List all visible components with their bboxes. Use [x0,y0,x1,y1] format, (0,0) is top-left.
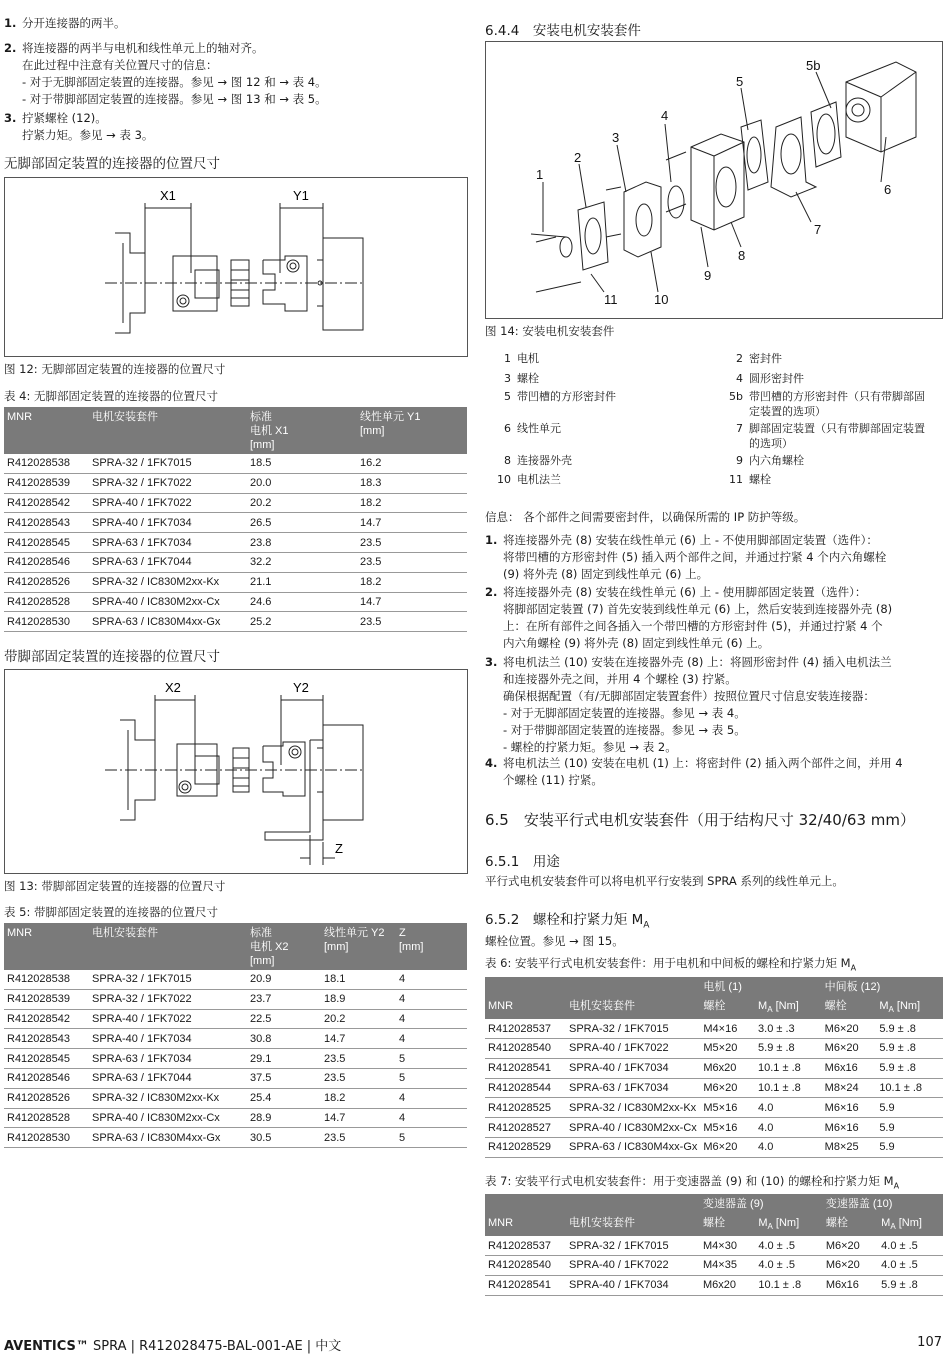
col-x2: 标准 电机 X2 [mm] [247,923,321,970]
callout-4: 4 [661,108,669,123]
table-cell: SPRA-63 / 1FK7034 [89,533,247,553]
table-cell: 30.5 [247,1128,321,1148]
install-step-2: 2. 将连接器外壳 (8) 安装在线性单元 (6) 上 - 使用脚部固定装置（选件）： 将脚部固定装置 (7) 首先安装到线性单元 (6) 上，然后安装到连接器外壳 (8) 上：在所有部件之间各插入一个带凹槽的方形密封件 (5)，并通过拧紧 4 个 内六角螺栓 (9) 将外壳 (8) 固定到线性单元 (6) 上。 [485,585,893,650]
column-header: 电机安装套件 [566,1213,700,1236]
table-row [4,592,467,612]
figure-14-caption: 图 14: 安装电机安装套件 [485,324,615,338]
table-cell: 4.0 ± .5 [755,1255,823,1275]
table-cell: 5.9 [876,1118,943,1138]
table-row [485,1118,943,1138]
table-cell: M6×16 [822,1118,877,1138]
bolt-position-ref: 螺栓位置。参见 → 图 15。 [485,934,624,948]
table-cell: 24.6 [247,592,357,612]
table-cell: R412028543 [4,513,89,533]
table-cell: SPRA-63 / 1FK7044 [89,552,247,572]
table-cell: 23.5 [357,612,467,632]
table-cell: M6×20 [700,1078,755,1098]
table-row [485,1236,943,1255]
table-cell: 23.5 [357,533,467,553]
column-header: $M_A$ [Nm] [755,1213,823,1236]
table-cell: M4×35 [700,1255,755,1275]
table-cell: R412028537 [485,1019,566,1038]
table-row [4,1128,467,1148]
table-cell: 20.0 [247,473,357,493]
table-cell: SPRA-40 / 1FK7034 [566,1058,700,1078]
table-cell: SPRA-32 / IC830M2xx-Kx [566,1098,700,1118]
figure-14 [485,41,943,319]
figure-12 [4,177,468,357]
table-cell: SPRA-32 / IC830M2xx-Kx [89,1088,247,1108]
table-cell: M5×20 [700,1038,755,1058]
table-cell: R412028542 [4,1009,89,1029]
table-cell: R412028526 [4,572,89,592]
table-cell: SPRA-63 / 1FK7034 [89,1049,247,1069]
legend-number: 4 [736,372,743,385]
figure-13-caption: 图 13: 带脚部固定装置的连接器的位置尺寸 [4,879,226,893]
legend-number: 3 [504,372,511,385]
callout-8: 8 [738,248,746,263]
group-gear-cover-10: 变速器盖 (10) [823,1194,943,1213]
table-cell: SPRA-32 / 1FK7015 [566,1019,700,1038]
table-cell: 4 [396,1029,467,1049]
table-cell: SPRA-63 / 1FK7034 [566,1078,700,1098]
table-cell: 18.2 [321,1088,396,1108]
coupling-drawing-no-foot [5,178,467,356]
table-cell: 32.2 [247,552,357,572]
callout-10: 10 [654,292,669,307]
table-5-caption: 表 5: 带脚部固定装置的连接器的位置尺寸 [4,905,219,919]
table-cell: SPRA-63 / IC830M4xx-Gx [89,1128,247,1148]
legend-text: 带凹槽的方形密封件（只有带脚部固 定装置的选项） [749,390,925,418]
table-cell: R412028528 [4,1108,89,1128]
callout-5: 5 [736,74,744,89]
section-6-4-4-heading: 6.4.4 安装电机安装套件 [485,23,641,39]
table-row [4,612,467,632]
callout-9: 9 [704,268,712,283]
table-cell: 14.7 [357,592,467,612]
table-cell: 28.9 [247,1108,321,1128]
table-cell: R412028541 [485,1058,566,1078]
table-row [485,1275,943,1295]
table-row [4,1088,467,1108]
table-cell: R412028539 [4,989,89,1009]
table-cell: SPRA-40 / 1FK7022 [89,1009,247,1029]
table-cell: 23.5 [357,552,467,572]
group-intermediate-plate: 中间板 (12) [822,977,943,996]
table-cell: 4 [396,1009,467,1029]
table-cell: 26.5 [247,513,357,533]
table-cell: SPRA-40 / 1FK7034 [566,1275,700,1295]
table-cell: 10.1 ± .8 [755,1078,822,1098]
legend-text: 电机法兰 [517,473,561,486]
table-cell: 23.5 [321,1049,396,1069]
use-text: 平行式电机安装套件可以将电机平行安装到 SPRA 系列的线性单元上。 [485,874,844,888]
table-cell: 4.0 ± .5 [878,1255,943,1275]
dimension-y2-label: Y2 [293,680,309,695]
legend-text: 螺栓 [749,473,771,486]
table-cell: SPRA-32 / 1FK7015 [566,1236,700,1255]
table-cell: M8×25 [822,1137,877,1157]
table-cell: 5.9 ± .8 [878,1275,943,1295]
legend-number: 7 [736,422,743,435]
legend-text: 线性单元 [517,422,561,435]
table-cell: SPRA-40 / IC830M2xx-Cx [566,1118,700,1138]
info-note: 信息： 各个部件之间需要密封件，以确保所需的 IP 防护等级。 [485,510,806,524]
table-cell: SPRA-40 / IC830M2xx-Cx [89,592,247,612]
table-cell: SPRA-40 / 1FK7022 [89,493,247,513]
table-cell: SPRA-40 / 1FK7022 [566,1255,700,1275]
table-row [4,493,467,513]
legend-number: 10 [497,473,511,486]
legend-text: 电机 [517,352,539,365]
table-cell: 4.0 [755,1118,822,1138]
legend-number: 8 [504,454,511,467]
step-3: 3. 拧紧螺栓 (12)。 拧紧力矩。参见 → 表 3。 [4,111,154,142]
table-row [485,1078,943,1098]
legend-number: 2 [736,352,743,365]
group-motor: 电机 (1) [700,977,821,996]
table-cell: 5 [396,1128,467,1148]
table-cell: SPRA-63 / 1FK7044 [89,1068,247,1088]
step-2: 2. 将连接器的两半与电机和线性单元上的轴对齐。 在此过程中注意有关位置尺寸的信息： - 对于无脚部固定装置的连接器。参见 → 图 12 和 → 表 4。 - 对于带脚部固定装置的连接器。参见 → 图 13 和 → 表 5。 [4,41,327,106]
table-row [485,1255,943,1275]
table-cell: 5.9 ± .8 [876,1038,943,1058]
table-cell: SPRA-32 / 1FK7022 [89,989,247,1009]
step-1: 1. 分开连接器的两半。 [4,16,126,30]
column-header: $M_A$ [Nm] [878,1213,943,1236]
table-row [485,1058,943,1078]
table-cell: R412028540 [485,1255,566,1275]
table-cell: M4×30 [700,1236,755,1255]
table-cell: M6×16 [822,1098,877,1118]
table-cell: M6x20 [700,1058,755,1078]
column-header: $M_A$ [Nm] [876,996,943,1019]
table-cell: 4.0 ± .5 [755,1236,823,1255]
column-header: 螺栓 [823,1213,878,1236]
table-row [4,473,467,493]
callout-2: 2 [574,150,582,165]
dimension-x2-label: X2 [165,680,181,695]
table-cell: 22.5 [247,1009,321,1029]
col-z: Z [mm] [396,923,467,970]
table-cell: R412028545 [4,1049,89,1069]
column-header: 电机安装套件 [566,996,700,1019]
group-gear-cover-9: 变速器盖 (9) [700,1194,823,1213]
table-cell: M6×20 [822,1019,877,1038]
column-header: MNR [485,1213,566,1236]
legend-text: 密封件 [749,352,782,365]
table-row [4,513,467,533]
column-header: $M_A$ [Nm] [755,996,822,1019]
table-row [4,989,467,1009]
table-cell: 4 [396,1088,467,1108]
table-cell: SPRA-40 / 1FK7034 [89,1029,247,1049]
table-7 [485,1194,943,1296]
table-cell: M6x16 [822,1058,877,1078]
table-cell: R412028545 [4,533,89,553]
table-cell: M6×20 [823,1236,878,1255]
table-cell: R412028546 [4,1068,89,1088]
table-cell: R412028527 [485,1118,566,1138]
table-cell: 14.7 [357,513,467,533]
table-cell: R412028541 [485,1275,566,1295]
col-kit: 电机安装套件 [89,923,247,970]
table-cell: 4.0 [755,1137,822,1157]
callout-5b: 5b [806,58,821,73]
figure-12-caption: 图 12: 无脚部固定装置的连接器的位置尺寸 [4,362,226,376]
callout-7: 7 [814,222,822,237]
table-row [4,552,467,572]
table-cell: SPRA-32 / 1FK7022 [89,473,247,493]
exploded-assembly-drawing [486,42,942,318]
table-cell: 18.1 [321,970,396,989]
legend-text: 螺栓 [517,372,539,385]
table-cell: 37.5 [247,1068,321,1088]
table-cell: SPRA-63 / IC830M4xx-Gx [566,1137,700,1157]
section-6-5-1-heading: 6.5.1 用途 [485,854,560,870]
column-header: MNR [485,996,566,1019]
table-cell: 23.8 [247,533,357,553]
table-cell: 20.2 [321,1009,396,1029]
table-cell: 20.9 [247,970,321,989]
table-row [4,970,467,989]
table-cell: 18.2 [357,572,467,592]
table-cell: 10.1 ± .8 [876,1078,943,1098]
table-row [4,1009,467,1029]
table-row [4,454,467,473]
table-cell: 5 [396,1049,467,1069]
table-7-caption: 表 7: 安装平行式电机安装套件：用于变速器盖 (9) 和 (10) 的螺栓和拧紧力矩 $M_A$ [485,1174,900,1191]
dimension-z-label: Z [335,841,343,856]
section-6-5-2-heading: 6.5.2 螺栓和拧紧力矩 $M_A$ [485,912,650,931]
table-cell: 23.7 [247,989,321,1009]
table-row [4,572,467,592]
table-cell: SPRA-32 / 1FK7015 [89,454,247,473]
table-cell: 4 [396,1108,467,1128]
table-cell: 16.2 [357,454,467,473]
table-cell: R412028526 [4,1088,89,1108]
table-cell: 5.9 ± .8 [755,1038,822,1058]
col-y2: 线性单元 Y2 [mm] [321,923,396,970]
footer-doc-id: AVENTICS™ SPRA | R412028475-BAL-001-AE | 中文 [4,1339,342,1354]
table-cell: R412028528 [4,592,89,612]
legend-number: 1 [504,352,511,365]
table-cell: R412028543 [4,1029,89,1049]
figure-14-legend [485,351,943,491]
table-cell: M6×20 [822,1038,877,1058]
table-cell: 5.9 ± .8 [876,1019,943,1038]
legend-text: 连接器外壳 [517,454,572,467]
table-row [485,1019,943,1038]
coupling-drawing-with-foot [5,670,467,873]
table-cell: 23.5 [321,1068,396,1088]
table-cell: M4×16 [700,1019,755,1038]
table-cell: 23.5 [321,1128,396,1148]
legend-number: 9 [736,454,743,467]
legend-number: 5b [729,390,743,403]
table-cell: R412028525 [485,1098,566,1118]
table-cell: 3.0 ± .3 [755,1019,822,1038]
table-cell: 4 [396,989,467,1009]
legend-text: 带凹槽的方形密封件 [517,390,616,403]
section-6-5-heading: 6.5 安装平行式电机安装套件（用于结构尺寸 32/40/63 mm） [485,811,915,829]
table-6 [485,977,943,1158]
table-cell: 18.3 [357,473,467,493]
table-cell: 18.5 [247,454,357,473]
table-cell: R412028546 [4,552,89,572]
table-cell: 14.7 [321,1029,396,1049]
col-y1: 线性单元 Y1 [mm] [357,407,467,454]
legend-text: 脚部固定装置（只有带脚部固定装置 的选项） [749,422,925,450]
table-row [4,1049,467,1069]
table-cell: 4.0 [755,1098,822,1118]
callout-11: 11 [604,292,618,307]
table-cell: 5.9 [876,1137,943,1157]
table-cell: R412028538 [4,454,89,473]
table-cell: 18.2 [357,493,467,513]
install-step-4: 4. 将电机法兰 (10) 安装在电机 (1) 上：将密封件 (2) 插入两个部件之间，并用 4 个螺栓 (11) 拧紧。 [485,756,903,787]
table-cell: SPRA-32 / 1FK7015 [89,970,247,989]
table-cell: 4 [396,970,467,989]
install-step-3: 3. 将电机法兰 (10) 安装在连接器外壳 (8) 上：将圆形密封件 (4) 插入电机法兰 和连接器外壳之间，并用 4 个螺栓 (3) 拧紧。 确保根据配置（有/无脚部固定装置套件）按照位置尺寸信息安装连接器： - 对于无脚部固定装置的连接器。参见 → 表 4。 - 对于带脚部固定装置的连接器。参见 → 表 5。 - 螺栓的拧紧力矩。参见 → 表 2。 [485,655,892,754]
table-cell: R412028540 [485,1038,566,1058]
table-cell: 5.9 [876,1098,943,1118]
dimension-y1-label: Y1 [293,188,309,203]
table-cell: 10.1 ± .8 [755,1275,823,1295]
table-cell: M6×20 [823,1255,878,1275]
table-row [4,1108,467,1128]
table-cell: R412028530 [4,612,89,632]
table-cell: M5×16 [700,1118,755,1138]
table-5 [4,923,467,1148]
table-cell: M8×24 [822,1078,877,1098]
heading-with-foot: 带脚部固定装置的连接器的位置尺寸 [4,649,220,665]
table-cell: M6x20 [700,1275,755,1295]
table-cell: SPRA-40 / 1FK7034 [89,513,247,533]
table-row [485,1137,943,1157]
table-cell: 10.1 ± .8 [755,1058,822,1078]
table-cell: R412028544 [485,1078,566,1098]
column-header: 螺栓 [700,996,755,1019]
legend-number: 5 [504,390,511,403]
dimension-x1-label: X1 [160,188,176,203]
col-mnr: MNR [4,407,89,454]
table-row [485,1038,943,1058]
table-6-caption: 表 6: 安装平行式电机安装套件：用于电机和中间板的螺栓和拧紧力矩 $M_A$ [485,956,857,973]
col-kit: 电机安装套件 [89,407,247,454]
table-cell: 21.1 [247,572,357,592]
table-cell: R412028542 [4,493,89,513]
table-row [4,1029,467,1049]
callout-1: 1 [536,167,544,182]
figure-13 [4,669,468,874]
table-cell: 14.7 [321,1108,396,1128]
table-row [4,533,467,553]
table-row [4,1068,467,1088]
table-cell: SPRA-63 / IC830M4xx-Gx [89,612,247,632]
table-cell: R412028539 [4,473,89,493]
col-x1: 标准 电机 X1 [mm] [247,407,357,454]
table-cell: 4.0 ± .5 [878,1236,943,1255]
legend-text: 内六角螺栓 [749,454,804,467]
table-cell: 30.8 [247,1029,321,1049]
heading-without-foot: 无脚部固定装置的连接器的位置尺寸 [4,156,220,172]
legend-number: 11 [729,473,743,486]
legend-text: 圆形密封件 [749,372,804,385]
table-cell: 29.1 [247,1049,321,1069]
table-cell: 18.9 [321,989,396,1009]
table-cell: R412028529 [485,1137,566,1157]
table-cell: M5×16 [700,1098,755,1118]
table-cell: SPRA-32 / IC830M2xx-Kx [89,572,247,592]
table-cell: M6x16 [823,1275,878,1295]
table-cell: 25.2 [247,612,357,632]
table-cell: R412028537 [485,1236,566,1255]
column-header: 螺栓 [822,996,877,1019]
callout-6: 6 [884,182,892,197]
table-cell: 5.9 ± .8 [876,1058,943,1078]
table-cell: 5 [396,1068,467,1088]
table-cell: 25.4 [247,1088,321,1108]
page-number: 107 [917,1335,942,1350]
table-cell: 20.2 [247,493,357,513]
legend-number: 6 [504,422,511,435]
table-cell: R412028530 [4,1128,89,1148]
install-step-1: 1. 将连接器外壳 (8) 安装在线性单元 (6) 上 - 不使用脚部固定装置（选件）： 将带凹槽的方形密封件 (5) 插入两个部件之间，并通过拧紧 4 个内六角螺栓 (9) 将外壳 (8) 固定到线性单元 (6) 上。 [485,533,887,581]
table-4 [4,407,467,632]
col-mnr: MNR [4,923,89,970]
table-cell: M6×20 [700,1137,755,1157]
callout-3: 3 [612,130,620,145]
table-row [485,1098,943,1118]
table-4-caption: 表 4: 无脚部固定装置的连接器的位置尺寸 [4,389,219,403]
table-cell: SPRA-40 / 1FK7022 [566,1038,700,1058]
column-header: 螺栓 [700,1213,755,1236]
table-cell: R412028538 [4,970,89,989]
table-cell: SPRA-40 / IC830M2xx-Cx [89,1108,247,1128]
